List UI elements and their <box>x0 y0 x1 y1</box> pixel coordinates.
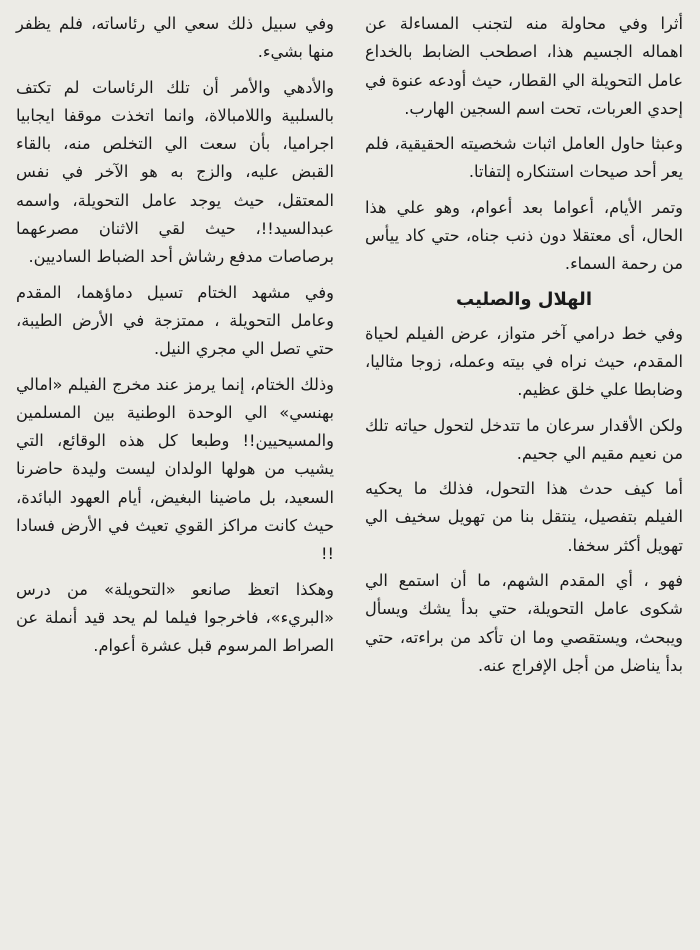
paragraph: والأدهي والأمر أن تلك الرئاسات لم تكتف بالسلبية واللامبالاة، وانما اتخذت موقفا ايجابيا اجراميا، بأن سعت الي التخلص منه، بالقاء القبض عليه، والزج به هو الآخر في نفس المعتقل، حيث يوجد عامل التحويلة، واسمه عبدالسيد!!، حيث لقي الاثنان مصرعهما برصاصات مدفع رشاش أحد الضباط الساديين. <box>16 77 334 267</box>
paragraph: وعبثا حاول العامل اثبات شخصيته الحقيقية، فلم يعر أحد صيحات استنكاره إلتفاتا. <box>365 134 683 182</box>
paragraph: وفي مشهد الختام تسيل دماؤهما، المقدم وعامل التحويلة ، ممتزجة في الأرض الطيبة، حتي تصل الي مجري النيل. <box>16 282 334 359</box>
paragraph: أما كيف حدث هذا التحول، فذلك ما يحكيه الفيلم بتفصيل، ينتقل بنا من تهويل سخيف الي تهويل أكثر سخفا. <box>365 479 683 555</box>
paragraph: ولكن الأقدار سرعان ما تتدخل لتحول حياته تلك من نعيم مقيم الي جحيم. <box>365 415 683 463</box>
paragraph: وتمر الأيام، أعواما بعد أعوام، وهو علي هذا الحال، أى معتقلا دون ذنب جناه، حتي كاد ييأس من رحمة السماء. <box>365 197 683 274</box>
paragraph: أثرا وفي محاولة منه لتجنب المساءلة عن اهماله الجسيم هذا، اصطحب الضابط بالخداع عامل التحويلة الي القطار، حيث أودعه عنوة في إحدي العربات، تحت اسم السجين الهارب. <box>365 14 683 118</box>
section-heading: الهلال والصليب <box>456 288 592 310</box>
paragraph: وفي خط درامي آخر متواز، عرض الفيلم لحياة المقدم، حيث نراه في بيته وعمله، زوجا مثاليا، وضابطا علي خلق عظيم. <box>365 323 683 400</box>
paragraph: وذلك الختام، إنما يرمز عند مخرج الفيلم «امالي بهنسي» الي الوحدة الوطنية بين المسلمين والمسيحيين!! وطبعا كل هذه الوقائع، التي يشيب من هولها الولدان ليست وليدة حاضرنا السعيد، بل ماضينا البغيض، أيام العهود البائدة، حيث كانت مراكز القوي تعيث في الأرض فسادا !! <box>16 374 334 564</box>
paragraph: فهو ، أي المقدم الشهم، ما أن استمع الي شكوى عامل التحويلة، حتي بدأ يشك ويسأل ويبحث، ويستقصي وما ان تأكد من براءته، حتي بدأ يناضل من أجل الإفراج عنه. <box>365 571 683 675</box>
left-column <box>16 10 334 668</box>
paragraph: وهكذا اتعظ صانعو «التحويلة» من درس «البريء»، فاخرجوا فيلما لم يحد قيد أنملة عن الصراط المرسوم قبل عشرة أعوام. <box>16 579 334 656</box>
paragraph: وفي سبيل ذلك سعي الي رئاساته، فلم يظفر منها بشيء. <box>16 14 334 62</box>
right-column <box>365 10 683 687</box>
column-gutter <box>348 0 349 950</box>
